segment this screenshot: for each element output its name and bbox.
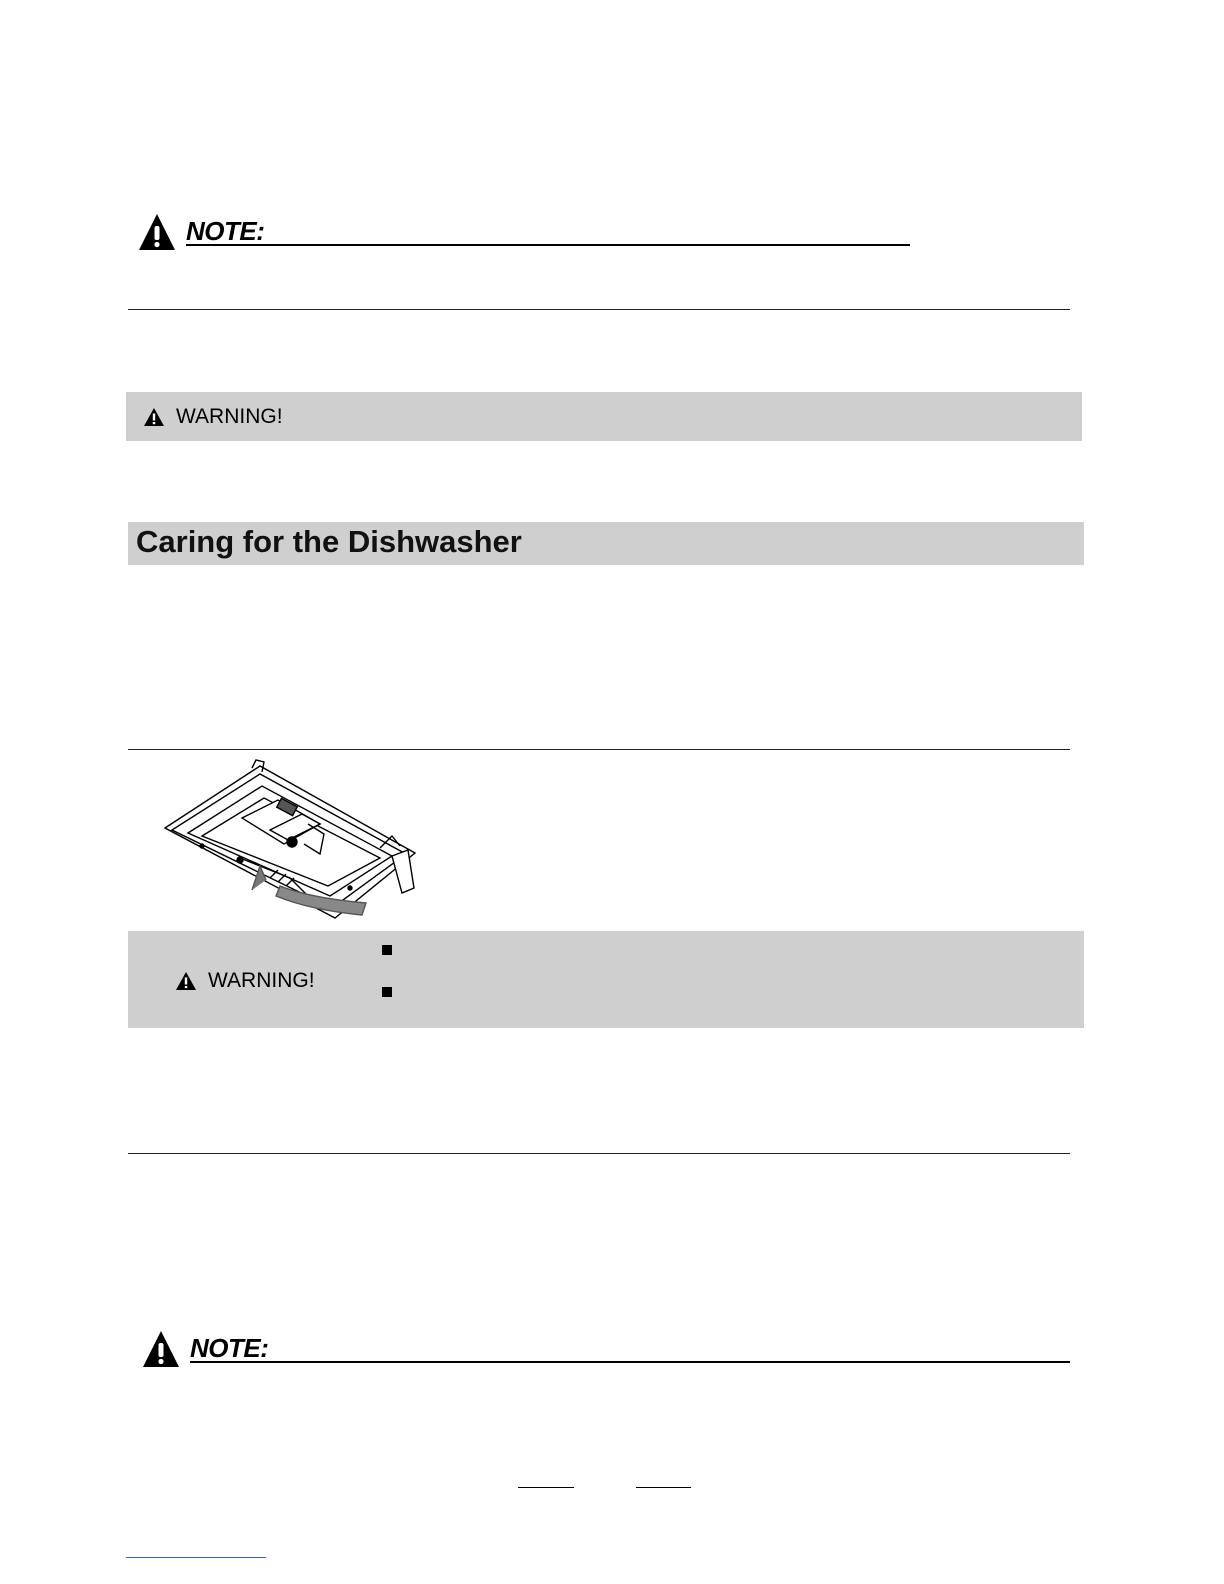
note-top-underline [186, 244, 910, 246]
warning-bullet-1 [382, 945, 392, 955]
warning-top-icon [144, 408, 164, 426]
note-bottom-label: NOTE: [190, 1333, 269, 1363]
warning-bottom-label: WARNING! [208, 969, 315, 992]
divider-3 [128, 1153, 1070, 1154]
divider-2 [128, 749, 1070, 750]
warning-bullet-2 [382, 987, 392, 997]
footer-line-right [636, 1487, 691, 1488]
divider-1 [128, 309, 1070, 310]
footer-link-line [126, 1557, 266, 1558]
section-title: Caring for the Dishwasher [136, 524, 522, 559]
footer-line-left [518, 1487, 574, 1488]
warning-bottom-box [128, 931, 1084, 1028]
section-title-bar [128, 522, 1084, 565]
warning-bottom-icon [176, 972, 196, 990]
note-top-label: NOTE: [186, 216, 265, 246]
dishwasher-door-illustration [160, 758, 420, 923]
note-bottom-icon [142, 1330, 180, 1368]
note-bottom-underline [190, 1361, 1070, 1363]
warning-top-label: WARNING! [176, 405, 283, 428]
note-top-icon [138, 213, 176, 251]
warning-top-box [126, 392, 1082, 441]
